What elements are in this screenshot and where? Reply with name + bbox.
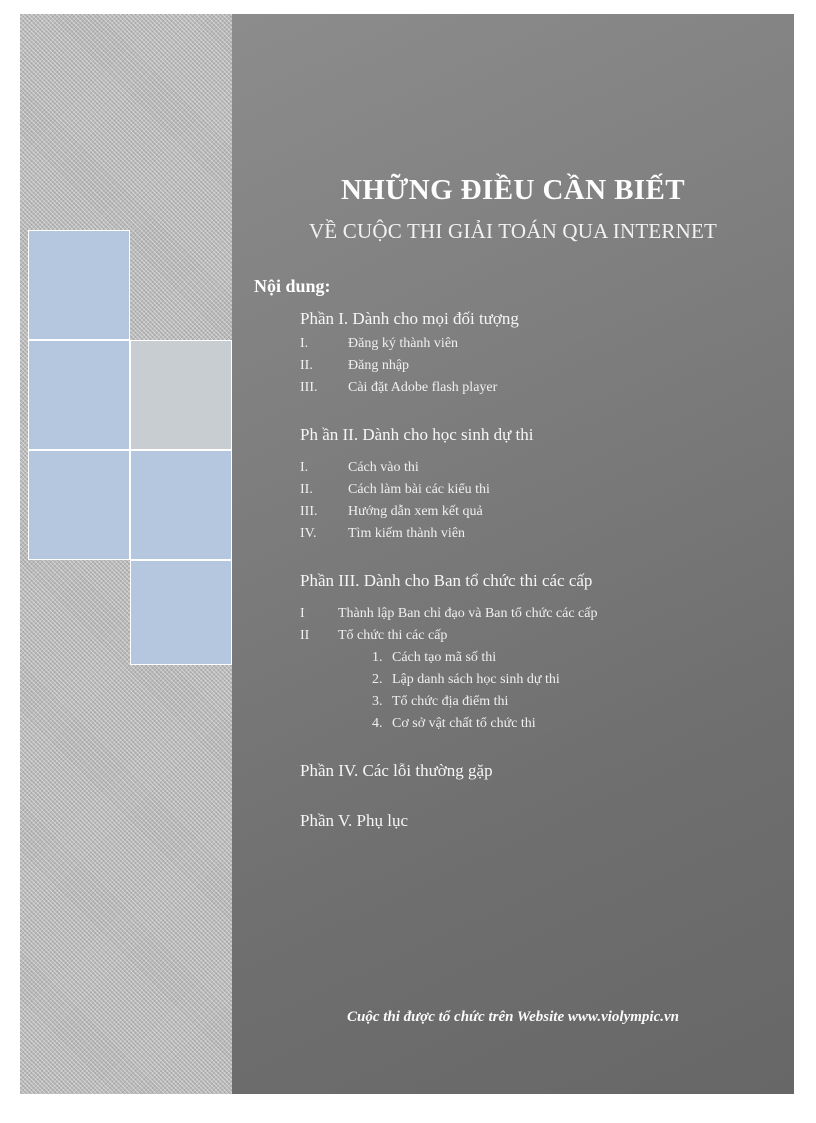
toc-subitem: [372, 647, 782, 669]
toc-item-number: III.: [300, 504, 318, 519]
toc-subitem-number: 4.: [372, 716, 383, 731]
toc-part-4-label: Phần IV. Các lỗi thường gặp: [300, 761, 493, 780]
toc-item: [300, 355, 782, 377]
toc-item-number: I.: [300, 460, 309, 475]
toc-item-number: II.: [300, 358, 313, 373]
decorative-square-4: [28, 450, 130, 560]
toc-item-label: Cách vào thi: [348, 460, 419, 475]
toc-part-2-label: Ph ần II. Dành cho học sinh dự thi: [300, 425, 534, 444]
toc-subitem: [372, 669, 782, 691]
toc-item: [300, 501, 782, 523]
decorative-square-5: [130, 450, 232, 560]
document-subtitle: VỀ CUỘC THI GIẢI TOÁN QUA INTERNET: [308, 219, 718, 243]
decorative-square-3: [130, 340, 232, 450]
toc-heading: Nội dung:: [254, 276, 331, 296]
toc-item: [300, 523, 782, 545]
decorative-square-6: [130, 560, 232, 665]
main-panel: [232, 14, 794, 1094]
toc-item: [300, 333, 782, 355]
decorative-square-2: [28, 340, 130, 450]
toc-subitem-number: 1.: [372, 650, 383, 665]
toc-part-3-label: Phần III. Dành cho Ban tổ chức thi các cấp: [300, 571, 593, 590]
toc-item: [300, 377, 782, 399]
toc-item: [300, 457, 782, 479]
toc-item-number: III.: [300, 380, 318, 395]
toc-item-label: Tìm kiếm thành viên: [348, 526, 466, 541]
toc-subitem-number: 2.: [372, 672, 383, 687]
document-title: NHỮNG ĐIỀU CẦN BIẾT: [340, 174, 686, 206]
toc-item-number: IV.: [300, 526, 317, 541]
toc-part-5-label: Phần V. Phụ lục: [300, 811, 409, 830]
toc-item-number: II.: [300, 482, 313, 497]
toc-item: [300, 603, 782, 625]
toc-item-number: II: [300, 628, 310, 643]
toc-item-label: Đăng nhập: [348, 358, 410, 373]
toc-subitem-label: Cách tạo mã số thi: [392, 650, 497, 665]
toc-item-label: Đăng ký thành viên: [348, 336, 459, 351]
toc-item-label: Hướng dẫn xem kết quả: [348, 504, 483, 519]
toc-item-label: Thành lập Ban chỉ đạo và Ban tổ chức các cấp: [338, 606, 598, 621]
toc-item-label: Cài đặt Adobe flash player: [348, 380, 498, 395]
toc-item-label: Tổ chức thi các cấp: [338, 628, 448, 643]
toc-subitem-label: Tổ chức địa điểm thi: [392, 694, 509, 709]
toc-item-label: Cách làm bài các kiểu thi: [348, 482, 490, 497]
toc-part-1-label: Phần I. Dành cho mọi đối tượng: [300, 309, 519, 328]
toc-subitem-label: Cơ sở vật chất tổ chức thi: [392, 716, 536, 731]
table-of-contents: [254, 276, 782, 835]
footer-note: Cuộc thi được tổ chức trên Website www.violympic.vn: [347, 1009, 679, 1025]
toc-subitem-label: Lập danh sách học sinh dự thi: [392, 672, 560, 687]
decorative-square-1: [28, 230, 130, 340]
toc-item-number: I: [300, 606, 305, 621]
toc-subitem: [372, 691, 782, 713]
toc-item: [300, 625, 782, 647]
decorative-squares-group: [20, 230, 232, 665]
toc-item-number: I.: [300, 336, 309, 351]
toc-item: [300, 479, 782, 501]
toc-subitem-number: 3.: [372, 694, 383, 709]
toc-subitem: [372, 713, 782, 735]
